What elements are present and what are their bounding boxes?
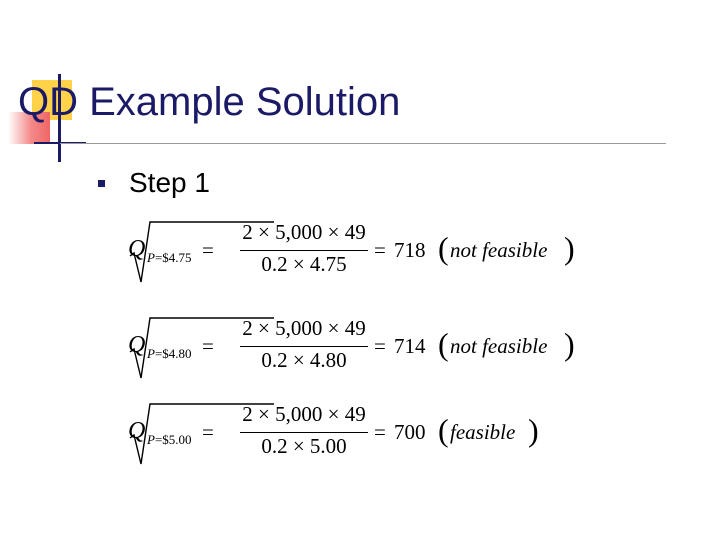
subscript	[147, 250, 192, 266]
title-underline	[60, 143, 666, 144]
fraction-bar	[240, 346, 368, 347]
close-paren: )	[564, 326, 575, 362]
subscript-eq: =	[154, 250, 163, 265]
feasibility-note: not feasible	[450, 238, 548, 262]
subscript-p: P	[147, 346, 155, 361]
numerator: 2 × 5,000 × 49	[242, 402, 366, 426]
subscript	[147, 346, 192, 362]
bullet-text: Step 1	[129, 167, 210, 198]
close-paren: )	[564, 230, 575, 266]
subscript-price: $4.75	[162, 250, 192, 265]
square-bullet-icon	[98, 180, 105, 187]
equation-3	[128, 402, 539, 466]
denominator: 0.2 × 4.80	[261, 348, 347, 372]
denominator: 0.2 × 5.00	[261, 434, 347, 458]
fraction-bar	[240, 250, 368, 251]
equation-2	[128, 316, 575, 380]
subscript-eq: =	[154, 346, 163, 361]
equals-sign: =	[202, 334, 214, 358]
result-value: 718	[394, 238, 426, 262]
subscript-price: $4.80	[162, 346, 192, 361]
equals-sign: =	[202, 420, 214, 444]
subscript-price: $5.00	[162, 432, 192, 447]
equals-sign: =	[374, 334, 386, 358]
q-symbol: Q	[128, 332, 146, 358]
equals-sign: =	[374, 238, 386, 262]
q-symbol: Q	[128, 236, 146, 262]
feasibility-note: not feasible	[450, 334, 548, 358]
slide-title: QD Example Solution	[18, 80, 401, 124]
fraction-bar	[240, 432, 368, 433]
subscript-eq: =	[154, 432, 163, 447]
numerator: 2 × 5,000 × 49	[242, 220, 366, 244]
q-symbol: Q	[128, 418, 146, 444]
subscript	[147, 432, 192, 448]
equation-1	[128, 220, 575, 284]
feasibility-note: feasible	[450, 420, 516, 444]
equals-sign: =	[202, 238, 214, 262]
open-paren: (	[438, 326, 449, 362]
close-paren: )	[528, 412, 539, 448]
subscript-p: P	[147, 432, 155, 447]
numerator: 2 × 5,000 × 49	[242, 316, 366, 340]
equals-sign: =	[374, 420, 386, 444]
result-value: 714	[394, 334, 426, 358]
open-paren: (	[438, 230, 449, 266]
open-paren: (	[438, 412, 449, 448]
subscript-p: P	[147, 250, 155, 265]
bullet-item	[98, 169, 210, 197]
result-value: 700	[394, 420, 426, 444]
denominator: 0.2 × 4.75	[261, 252, 347, 276]
